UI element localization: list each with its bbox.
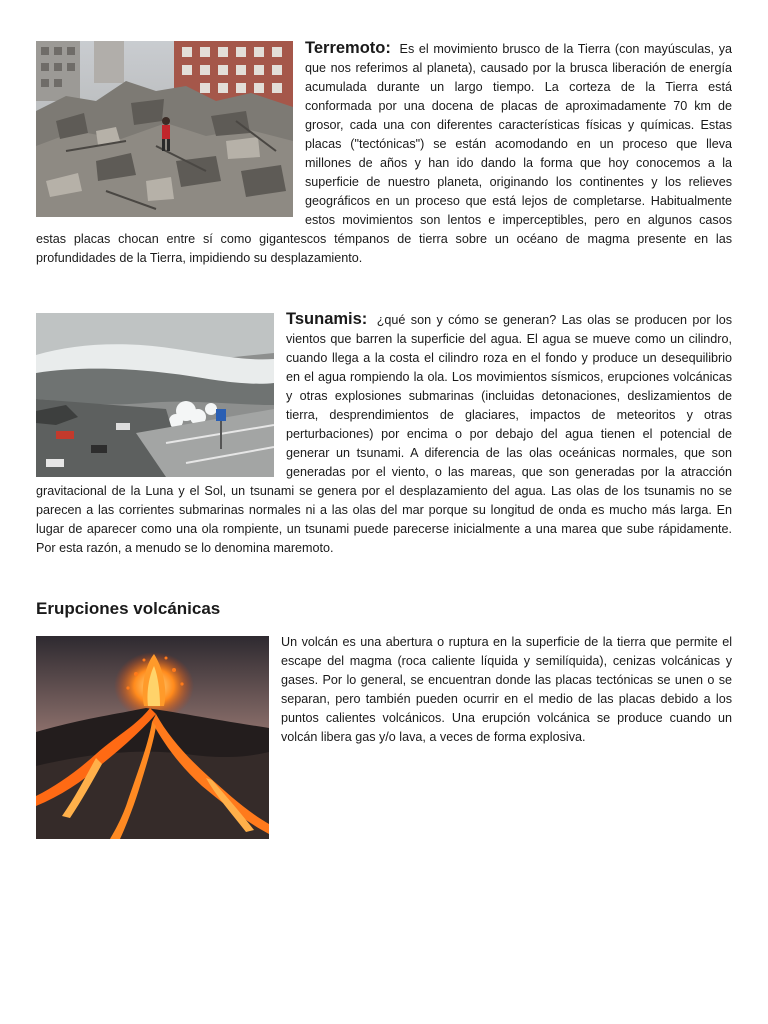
- section-terremoto: [36, 39, 732, 268]
- volcanes-heading: Erupciones volcánicas: [36, 599, 221, 618]
- earthquake-rubble-image: [36, 41, 293, 217]
- volcanes-text: Un volcán es una abertura o ruptura en la superficie de la tierra que permite el escape del magma (roca caliente líquida y semilíquida), cenizas volcánicas y gases. Por lo general, se encuentran donde las placas tectónicas se unen o se separan, pero también pueden ocurrir en el medio de las placas debido a los puntos calientes volcánicos. Una erupción volcánica se produce cuando un volcán libera gas y/o lava, a veces de forma explosiva.: [281, 635, 732, 744]
- section-volcanes: [36, 633, 732, 839]
- section-tsunami: [36, 310, 732, 558]
- earthquake-illustration: [36, 41, 293, 217]
- terremoto-text: Es el movimiento brusco de la Tierra (con mayúsculas, ya que nos referimos al planeta), causado por la brusca liberación de energía acumulada durante un largo tiempo. La corteza de la Tierra está conformada por una docena de placas de aproximadamente 70 km de grosor, cada una con diferentes características físicas y químicas. Estas placas ("tectónicas") se están acomodando en un proceso que lleva millones de años y han ido dando la forma que hoy conocemos a la superficie de nuestro planeta, originando los continentes y los relieves geográficos en un proceso que está lejos de completarse. Habitualmente estos movimientos son lentos e imperceptibles, pero en algunos casos estas placas chocan entre sí como gigantescos témpanos de tierra sobre un océano de magma presente en las profundidades de la Tierra, impidiendo su desplazamiento.: [36, 42, 732, 265]
- terremoto-heading: Terremoto:: [305, 39, 391, 57]
- volcano-illustration: [36, 636, 269, 839]
- volcano-eruption-image: [36, 636, 269, 839]
- tsunami-text: ¿qué son y cómo se generan? Las olas se producen por los vientos que barren la superficie del agua. El agua se mueve como un cilindro, cuando llega a la costa el cilindro roza en el fondo y produce un desequilibrio en el agua rompiendo la ola. Los movimientos sísmicos, erupciones volcánicas y otras explosiones submarinas (incluidas detonaciones, deslizamientos de tierra, desprendimientos de glaciares, impactos de meteoritos y otras perturbaciones) por encima o por debajo del agua tienen el potencial de generar un tsunami. A diferencia de las olas oceánicas normales, que son generadas por el viento, o las mareas, que son generadas por la atracción gravitacional de la Luna y el Sol, un tsunami se genera por el desplazamiento del agua. Las olas de los tsunamis no se parecen a las corrientes submarinas normales ni a las olas del mar porque su longitud de onda es mucho más larga. En lugar de aparecer como una ola rompiente, un tsunami puede parecerse inicialmente a una marea que sube rápidamente. Por esta razón, a menudo se lo denomina maremoto.: [36, 313, 733, 555]
- tsunami-illustration: [36, 313, 274, 477]
- tsunami-heading: Tsunamis:: [286, 310, 368, 328]
- tsunami-image: [36, 313, 274, 477]
